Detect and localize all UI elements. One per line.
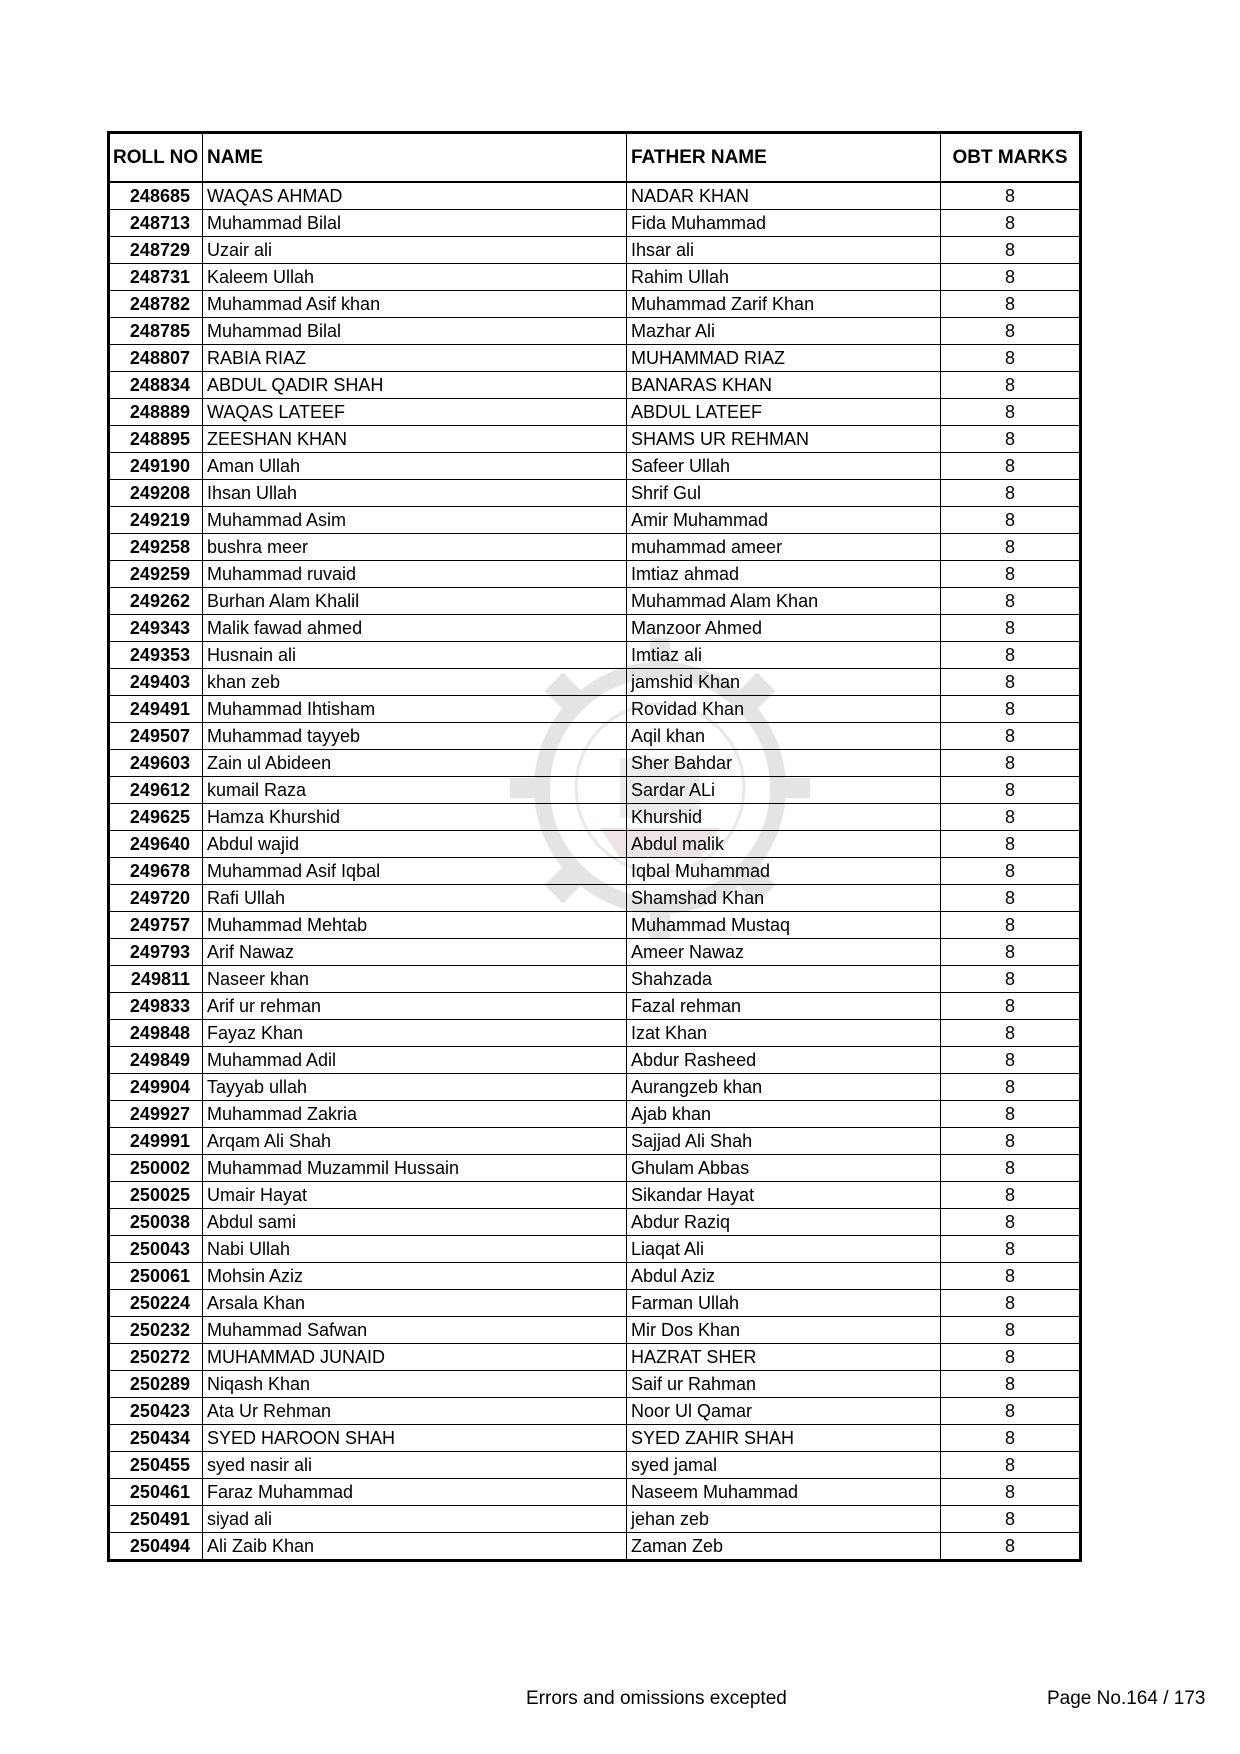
name-cell: Rafi Ullah (203, 885, 627, 912)
father-name-cell: NADAR KHAN (627, 182, 941, 210)
name-cell: Kaleem Ullah (203, 264, 627, 291)
obt-marks-cell: 8 (941, 210, 1081, 237)
header-obt-marks: OBT MARKS (941, 133, 1081, 183)
table-row (109, 993, 1081, 1020)
roll-no-cell: 249403 (109, 669, 203, 696)
father-name-cell: SHAMS UR REHMAN (627, 426, 941, 453)
name-cell: MUHAMMAD JUNAID (203, 1344, 627, 1371)
obt-marks-cell: 8 (941, 480, 1081, 507)
name-cell: ZEESHAN KHAN (203, 426, 627, 453)
table-row (109, 345, 1081, 372)
name-cell: Muhammad Ihtisham (203, 696, 627, 723)
roll-no-cell: 249640 (109, 831, 203, 858)
roll-no-cell: 249353 (109, 642, 203, 669)
father-name-cell: Aurangzeb khan (627, 1074, 941, 1101)
obt-marks-cell: 8 (941, 1398, 1081, 1425)
obt-marks-cell: 8 (941, 1425, 1081, 1452)
father-name-cell: Muhammad Alam Khan (627, 588, 941, 615)
roll-no-cell: 249757 (109, 912, 203, 939)
father-name-cell: Iqbal Muhammad (627, 858, 941, 885)
name-cell: Arif Nawaz (203, 939, 627, 966)
name-cell: Umair Hayat (203, 1182, 627, 1209)
table-row (109, 534, 1081, 561)
table-row (109, 318, 1081, 345)
roll-no-cell: 249833 (109, 993, 203, 1020)
father-name-cell: Liaqat Ali (627, 1236, 941, 1263)
father-name-cell: Amir Muhammad (627, 507, 941, 534)
name-cell: RABIA RIAZ (203, 345, 627, 372)
roll-no-cell: 250491 (109, 1506, 203, 1533)
roll-no-cell: 249927 (109, 1101, 203, 1128)
table-row (109, 1533, 1081, 1561)
obt-marks-cell: 8 (941, 1236, 1081, 1263)
roll-no-cell: 250025 (109, 1182, 203, 1209)
table-row (109, 669, 1081, 696)
table-row (109, 561, 1081, 588)
obt-marks-cell: 8 (941, 453, 1081, 480)
table-row (109, 912, 1081, 939)
name-cell: Burhan Alam Khalil (203, 588, 627, 615)
roll-no-cell: 250461 (109, 1479, 203, 1506)
obt-marks-cell: 8 (941, 1182, 1081, 1209)
table-row (109, 885, 1081, 912)
obt-marks-cell: 8 (941, 1263, 1081, 1290)
table-row (109, 1344, 1081, 1371)
father-name-cell: Izat Khan (627, 1020, 941, 1047)
roll-no-cell: 248782 (109, 291, 203, 318)
roll-no-cell: 249208 (109, 480, 203, 507)
roll-no-cell: 248785 (109, 318, 203, 345)
footer-note: Errors and omissions excepted (526, 1688, 787, 1709)
obt-marks-cell: 8 (941, 1344, 1081, 1371)
name-cell: Muhammad Asif khan (203, 291, 627, 318)
table-row (109, 237, 1081, 264)
father-name-cell: Mazhar Ali (627, 318, 941, 345)
name-cell: Muhammad Zakria (203, 1101, 627, 1128)
obt-marks-cell: 8 (941, 372, 1081, 399)
father-name-cell: Rovidad Khan (627, 696, 941, 723)
name-cell: Abdul sami (203, 1209, 627, 1236)
roll-no-cell: 249507 (109, 723, 203, 750)
header-name: NAME (203, 133, 627, 183)
name-cell: Arif ur rehman (203, 993, 627, 1020)
father-name-cell: syed jamal (627, 1452, 941, 1479)
father-name-cell: Abdul Aziz (627, 1263, 941, 1290)
roll-no-cell: 249219 (109, 507, 203, 534)
father-name-cell: Abdul malik (627, 831, 941, 858)
obt-marks-cell: 8 (941, 885, 1081, 912)
table-row (109, 182, 1081, 210)
table-row (109, 750, 1081, 777)
name-cell: Naseer khan (203, 966, 627, 993)
father-name-cell: Shrif Gul (627, 480, 941, 507)
roll-no-cell: 250455 (109, 1452, 203, 1479)
table-row (109, 723, 1081, 750)
father-name-cell: Ajab khan (627, 1101, 941, 1128)
father-name-cell: Manzoor Ahmed (627, 615, 941, 642)
father-name-cell: BANARAS KHAN (627, 372, 941, 399)
father-name-cell: Sardar ALi (627, 777, 941, 804)
father-name-cell: Imtiaz ahmad (627, 561, 941, 588)
page-number: Page No.164 / 173 (1047, 1688, 1206, 1709)
roll-no-cell: 248807 (109, 345, 203, 372)
table-row (109, 1371, 1081, 1398)
father-name-cell: Khurshid (627, 804, 941, 831)
name-cell: Muhammad Asif Iqbal (203, 858, 627, 885)
table-row (109, 615, 1081, 642)
table-row (109, 1155, 1081, 1182)
father-name-cell: muhammad ameer (627, 534, 941, 561)
obt-marks-cell: 8 (941, 1506, 1081, 1533)
father-name-cell: Muhammad Mustaq (627, 912, 941, 939)
obt-marks-cell: 8 (941, 993, 1081, 1020)
roll-no-cell: 250002 (109, 1155, 203, 1182)
name-cell: Nabi Ullah (203, 1236, 627, 1263)
obt-marks-cell: 8 (941, 1074, 1081, 1101)
obt-marks-cell: 8 (941, 858, 1081, 885)
obt-marks-cell: 8 (941, 615, 1081, 642)
roll-no-cell: 250494 (109, 1533, 203, 1561)
table-row (109, 1047, 1081, 1074)
name-cell: Aman Ullah (203, 453, 627, 480)
obt-marks-cell: 8 (941, 534, 1081, 561)
table-row (109, 1182, 1081, 1209)
results-table (107, 131, 1082, 1562)
table-row (109, 696, 1081, 723)
roll-no-cell: 249259 (109, 561, 203, 588)
father-name-cell: Shamshad Khan (627, 885, 941, 912)
roll-no-cell: 250434 (109, 1425, 203, 1452)
obt-marks-cell: 8 (941, 1128, 1081, 1155)
roll-no-cell: 249625 (109, 804, 203, 831)
table-row (109, 1317, 1081, 1344)
father-name-cell: Saif ur Rahman (627, 1371, 941, 1398)
table-row (109, 939, 1081, 966)
table-row (109, 1479, 1081, 1506)
roll-no-cell: 250061 (109, 1263, 203, 1290)
name-cell: Muhammad Mehtab (203, 912, 627, 939)
obt-marks-cell: 8 (941, 507, 1081, 534)
name-cell: Arsala Khan (203, 1290, 627, 1317)
roll-no-cell: 249603 (109, 750, 203, 777)
roll-no-cell: 248889 (109, 399, 203, 426)
obt-marks-cell: 8 (941, 804, 1081, 831)
father-name-cell: Ghulam Abbas (627, 1155, 941, 1182)
father-name-cell: ABDUL LATEEF (627, 399, 941, 426)
name-cell: Abdul wajid (203, 831, 627, 858)
father-name-cell: MUHAMMAD RIAZ (627, 345, 941, 372)
name-cell: Muhammad Muzammil Hussain (203, 1155, 627, 1182)
father-name-cell: Rahim Ullah (627, 264, 941, 291)
roll-no-cell: 249811 (109, 966, 203, 993)
table-row (109, 1101, 1081, 1128)
name-cell: Ali Zaib Khan (203, 1533, 627, 1561)
father-name-cell: Mir Dos Khan (627, 1317, 941, 1344)
roll-no-cell: 248834 (109, 372, 203, 399)
obt-marks-cell: 8 (941, 1452, 1081, 1479)
obt-marks-cell: 8 (941, 182, 1081, 210)
table-row (109, 1074, 1081, 1101)
father-name-cell: Zaman Zeb (627, 1533, 941, 1561)
name-cell: WAQAS LATEEF (203, 399, 627, 426)
father-name-cell: Abdur Raziq (627, 1209, 941, 1236)
roll-no-cell: 250423 (109, 1398, 203, 1425)
name-cell: Muhammad ruvaid (203, 561, 627, 588)
roll-no-cell: 248713 (109, 210, 203, 237)
father-name-cell: Sajjad Ali Shah (627, 1128, 941, 1155)
roll-no-cell: 250272 (109, 1344, 203, 1371)
obt-marks-cell: 8 (941, 345, 1081, 372)
name-cell: Zain ul Abideen (203, 750, 627, 777)
name-cell: Muhammad tayyeb (203, 723, 627, 750)
name-cell: bushra meer (203, 534, 627, 561)
table-row (109, 453, 1081, 480)
table-row (109, 264, 1081, 291)
table-row (109, 1209, 1081, 1236)
table-row (109, 1506, 1081, 1533)
father-name-cell: Farman Ullah (627, 1290, 941, 1317)
roll-no-cell: 250038 (109, 1209, 203, 1236)
obt-marks-cell: 8 (941, 1290, 1081, 1317)
table-header-row (109, 133, 1081, 183)
obt-marks-cell: 8 (941, 1101, 1081, 1128)
name-cell: Muhammad Safwan (203, 1317, 627, 1344)
roll-no-cell: 250224 (109, 1290, 203, 1317)
roll-no-cell: 248895 (109, 426, 203, 453)
obt-marks-cell: 8 (941, 426, 1081, 453)
obt-marks-cell: 8 (941, 831, 1081, 858)
roll-no-cell: 249491 (109, 696, 203, 723)
name-cell: syed nasir ali (203, 1452, 627, 1479)
roll-no-cell: 249612 (109, 777, 203, 804)
obt-marks-cell: 8 (941, 696, 1081, 723)
name-cell: kumail Raza (203, 777, 627, 804)
table-row (109, 966, 1081, 993)
table-row (109, 777, 1081, 804)
obt-marks-cell: 8 (941, 1020, 1081, 1047)
table-row (109, 831, 1081, 858)
obt-marks-cell: 8 (941, 1533, 1081, 1561)
name-cell: Malik fawad ahmed (203, 615, 627, 642)
obt-marks-cell: 8 (941, 1155, 1081, 1182)
father-name-cell: Sikandar Hayat (627, 1182, 941, 1209)
roll-no-cell: 249720 (109, 885, 203, 912)
name-cell: Muhammad Bilal (203, 210, 627, 237)
table-row (109, 399, 1081, 426)
obt-marks-cell: 8 (941, 1371, 1081, 1398)
obt-marks-cell: 8 (941, 1209, 1081, 1236)
father-name-cell: Naseem Muhammad (627, 1479, 941, 1506)
header-roll-no: ROLL NO (109, 133, 203, 183)
father-name-cell: SYED ZAHIR SHAH (627, 1425, 941, 1452)
name-cell: Ata Ur Rehman (203, 1398, 627, 1425)
table-row (109, 480, 1081, 507)
obt-marks-cell: 8 (941, 939, 1081, 966)
table-row (109, 372, 1081, 399)
roll-no-cell: 249190 (109, 453, 203, 480)
table-row (109, 210, 1081, 237)
table-row (109, 1452, 1081, 1479)
name-cell: Uzair ali (203, 237, 627, 264)
roll-no-cell: 249678 (109, 858, 203, 885)
roll-no-cell: 250043 (109, 1236, 203, 1263)
obt-marks-cell: 8 (941, 642, 1081, 669)
roll-no-cell: 250232 (109, 1317, 203, 1344)
father-name-cell: HAZRAT SHER (627, 1344, 941, 1371)
father-name-cell: Shahzada (627, 966, 941, 993)
table-row (109, 588, 1081, 615)
table-row (109, 1263, 1081, 1290)
roll-no-cell: 249848 (109, 1020, 203, 1047)
obt-marks-cell: 8 (941, 1047, 1081, 1074)
name-cell: Arqam Ali Shah (203, 1128, 627, 1155)
table-row (109, 1128, 1081, 1155)
name-cell: siyad ali (203, 1506, 627, 1533)
name-cell: Muhammad Adil (203, 1047, 627, 1074)
roll-no-cell: 250289 (109, 1371, 203, 1398)
table-row (109, 858, 1081, 885)
table-row (109, 804, 1081, 831)
name-cell: WAQAS AHMAD (203, 182, 627, 210)
name-cell: Niqash Khan (203, 1371, 627, 1398)
obt-marks-cell: 8 (941, 750, 1081, 777)
obt-marks-cell: 8 (941, 588, 1081, 615)
obt-marks-cell: 8 (941, 264, 1081, 291)
roll-no-cell: 249262 (109, 588, 203, 615)
obt-marks-cell: 8 (941, 912, 1081, 939)
obt-marks-cell: 8 (941, 669, 1081, 696)
obt-marks-cell: 8 (941, 1479, 1081, 1506)
name-cell: ABDUL QADIR SHAH (203, 372, 627, 399)
father-name-cell: Safeer Ullah (627, 453, 941, 480)
father-name-cell: Imtiaz ali (627, 642, 941, 669)
obt-marks-cell: 8 (941, 777, 1081, 804)
table-row (109, 1236, 1081, 1263)
obt-marks-cell: 8 (941, 399, 1081, 426)
roll-no-cell: 248731 (109, 264, 203, 291)
table-row (109, 642, 1081, 669)
roll-no-cell: 249343 (109, 615, 203, 642)
obt-marks-cell: 8 (941, 318, 1081, 345)
father-name-cell: Fida Muhammad (627, 210, 941, 237)
father-name-cell: Ihsar ali (627, 237, 941, 264)
name-cell: Tayyab ullah (203, 1074, 627, 1101)
table-row (109, 507, 1081, 534)
name-cell: Mohsin Aziz (203, 1263, 627, 1290)
table-row (109, 1425, 1081, 1452)
name-cell: Husnain ali (203, 642, 627, 669)
name-cell: SYED HAROON SHAH (203, 1425, 627, 1452)
table-row (109, 291, 1081, 318)
father-name-cell: Abdur Rasheed (627, 1047, 941, 1074)
roll-no-cell: 248685 (109, 182, 203, 210)
name-cell: Faraz Muhammad (203, 1479, 627, 1506)
name-cell: Muhammad Asim (203, 507, 627, 534)
father-name-cell: Ameer Nawaz (627, 939, 941, 966)
obt-marks-cell: 8 (941, 291, 1081, 318)
name-cell: khan zeb (203, 669, 627, 696)
table-row (109, 1020, 1081, 1047)
obt-marks-cell: 8 (941, 561, 1081, 588)
father-name-cell: Aqil khan (627, 723, 941, 750)
father-name-cell: Muhammad Zarif Khan (627, 291, 941, 318)
table-row (109, 1398, 1081, 1425)
table-row (109, 426, 1081, 453)
father-name-cell: Sher Bahdar (627, 750, 941, 777)
roll-no-cell: 249904 (109, 1074, 203, 1101)
header-father-name: FATHER NAME (627, 133, 941, 183)
father-name-cell: Fazal rehman (627, 993, 941, 1020)
roll-no-cell: 249793 (109, 939, 203, 966)
name-cell: Muhammad Bilal (203, 318, 627, 345)
obt-marks-cell: 8 (941, 237, 1081, 264)
father-name-cell: jamshid Khan (627, 669, 941, 696)
obt-marks-cell: 8 (941, 1317, 1081, 1344)
roll-no-cell: 248729 (109, 237, 203, 264)
father-name-cell: jehan zeb (627, 1506, 941, 1533)
name-cell: Hamza Khurshid (203, 804, 627, 831)
obt-marks-cell: 8 (941, 966, 1081, 993)
name-cell: Fayaz Khan (203, 1020, 627, 1047)
father-name-cell: Noor Ul Qamar (627, 1398, 941, 1425)
roll-no-cell: 249849 (109, 1047, 203, 1074)
roll-no-cell: 249258 (109, 534, 203, 561)
table-row (109, 1290, 1081, 1317)
name-cell: Ihsan Ullah (203, 480, 627, 507)
roll-no-cell: 249991 (109, 1128, 203, 1155)
obt-marks-cell: 8 (941, 723, 1081, 750)
